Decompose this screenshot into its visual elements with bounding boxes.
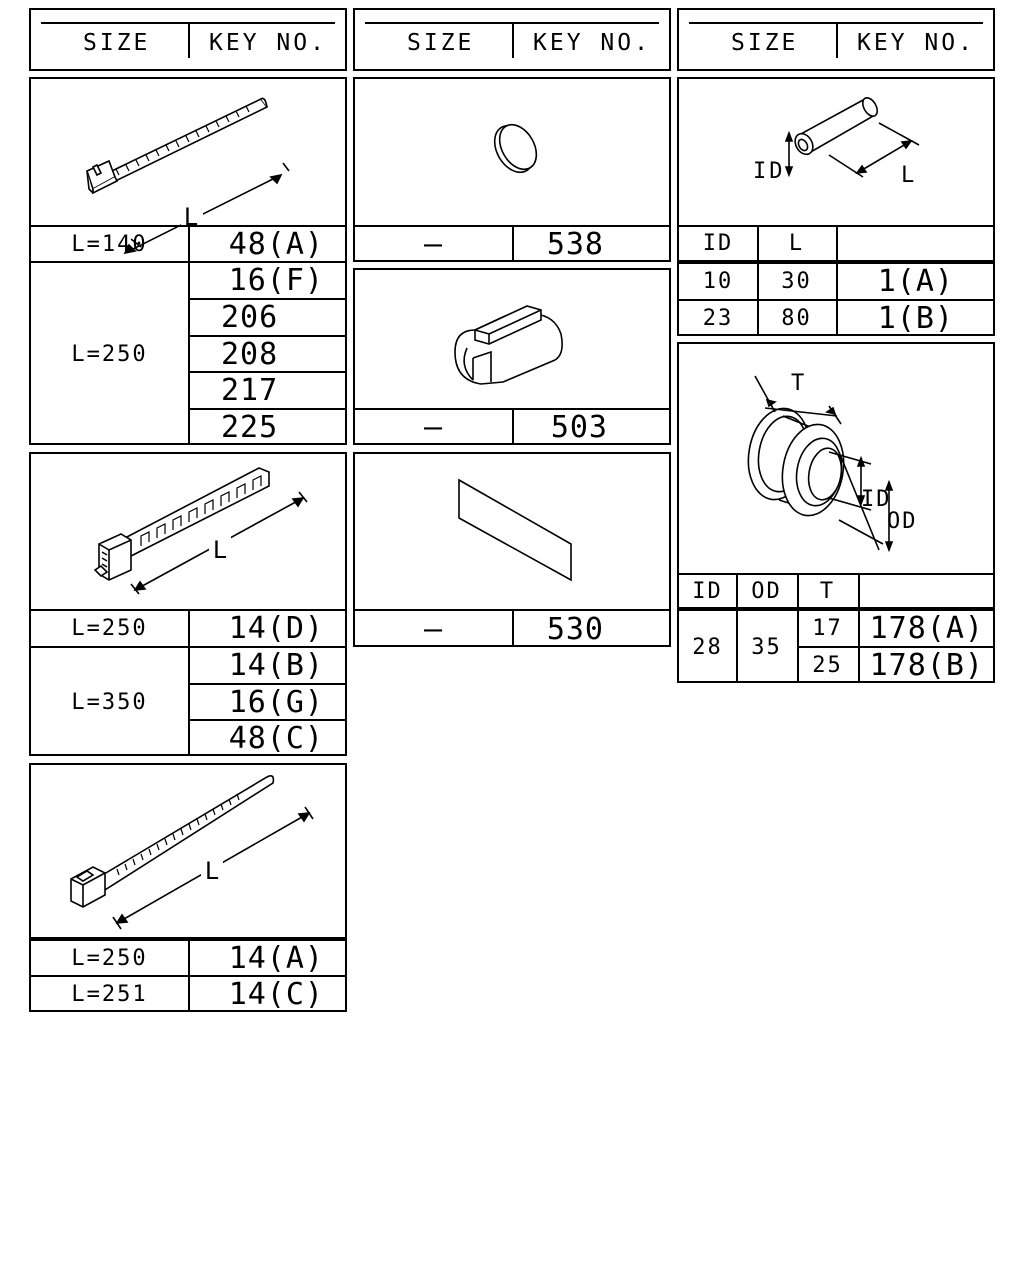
key-no-cell: 206 xyxy=(221,300,279,335)
size-header: SIZE xyxy=(407,30,475,56)
t-cell: 17 xyxy=(812,616,843,641)
dim-label-id: ID xyxy=(861,487,892,512)
size-cell: L=350 xyxy=(71,689,148,715)
size-header: SIZE xyxy=(83,30,151,56)
tie-b-panel xyxy=(29,452,347,756)
column-header-id: ID xyxy=(702,231,734,256)
key-no-cell: 48(C) xyxy=(228,721,324,756)
size-cell: — xyxy=(423,611,444,647)
id-cell: 23 xyxy=(702,306,734,331)
dim-label-l: L xyxy=(183,203,199,231)
key-no-cell: 217 xyxy=(221,373,279,408)
key-no-cell: 48(A) xyxy=(228,226,324,262)
key-no-cell: 14(A) xyxy=(228,940,324,976)
key-no-cell: 538 xyxy=(546,227,604,262)
key-no-cell: 530 xyxy=(546,611,604,647)
size-cell: L=250 xyxy=(71,616,148,641)
tape-illustration xyxy=(355,454,673,610)
grommet-illustration xyxy=(679,344,997,576)
key-no-cell: 14(D) xyxy=(228,611,324,646)
column-header-id: ID xyxy=(692,578,723,604)
size-cell: L=140 xyxy=(71,231,148,257)
key-no-cell: 178(A) xyxy=(869,611,984,646)
header-col1 xyxy=(29,8,347,71)
header-col2 xyxy=(353,8,671,71)
key-no-cell: 16(F) xyxy=(228,263,324,298)
cable-tie-a-illustration xyxy=(31,79,349,231)
size-cell: L=250 xyxy=(71,945,148,971)
l-cell: 80 xyxy=(781,306,812,331)
cable-tie-c-illustration xyxy=(31,765,349,939)
tape-panel xyxy=(353,452,671,647)
key-no-cell: 208 xyxy=(221,336,279,372)
key-no-cell: 503 xyxy=(550,410,608,445)
column-header-l: L xyxy=(788,231,805,256)
l-cell: 30 xyxy=(781,269,812,294)
cable-tie-b-illustration xyxy=(31,454,349,610)
key-no-cell: 225 xyxy=(221,410,279,445)
key-no-cell: 178(B) xyxy=(869,648,984,683)
dim-label-l: L xyxy=(901,163,915,188)
key-no-cell: 14(C) xyxy=(228,977,324,1012)
od-cell: 35 xyxy=(751,634,782,660)
key-no-header: KEY NO. xyxy=(533,30,651,56)
plug-illustration xyxy=(355,79,673,227)
grommet-panel xyxy=(677,342,995,683)
dim-label-l: L xyxy=(204,857,220,885)
key-no-cell: 16(G) xyxy=(228,684,324,720)
key-no-cell: 14(B) xyxy=(228,648,324,683)
tie-c-panel xyxy=(29,763,347,1012)
dim-label-od: OD xyxy=(887,509,918,534)
column-header-od: OD xyxy=(751,578,782,604)
dim-label-id: ID xyxy=(753,159,786,184)
key-no-cell: 1(B) xyxy=(877,301,954,336)
block-illustration xyxy=(355,270,673,410)
size-cell: L=251 xyxy=(71,982,148,1007)
dim-label-l: L xyxy=(212,536,228,564)
id-cell: 28 xyxy=(692,634,723,660)
key-no-cell: 1(A) xyxy=(877,264,954,299)
dim-label-t: T xyxy=(791,371,805,396)
column-header-t: T xyxy=(819,578,836,604)
tube-illustration xyxy=(679,79,997,227)
size-cell: — xyxy=(423,227,444,262)
size-cell: L=250 xyxy=(71,341,148,367)
size-cell: — xyxy=(423,410,444,445)
t-cell: 25 xyxy=(812,653,843,678)
key-no-header: KEY NO. xyxy=(857,30,975,56)
tie-a-panel xyxy=(29,77,347,445)
size-header: SIZE xyxy=(731,30,799,56)
id-cell: 10 xyxy=(702,269,734,294)
tube-panel xyxy=(677,77,995,336)
plug-panel xyxy=(353,77,671,262)
header-col3 xyxy=(677,8,995,71)
block-panel xyxy=(353,268,671,445)
key-no-header: KEY NO. xyxy=(209,30,327,56)
